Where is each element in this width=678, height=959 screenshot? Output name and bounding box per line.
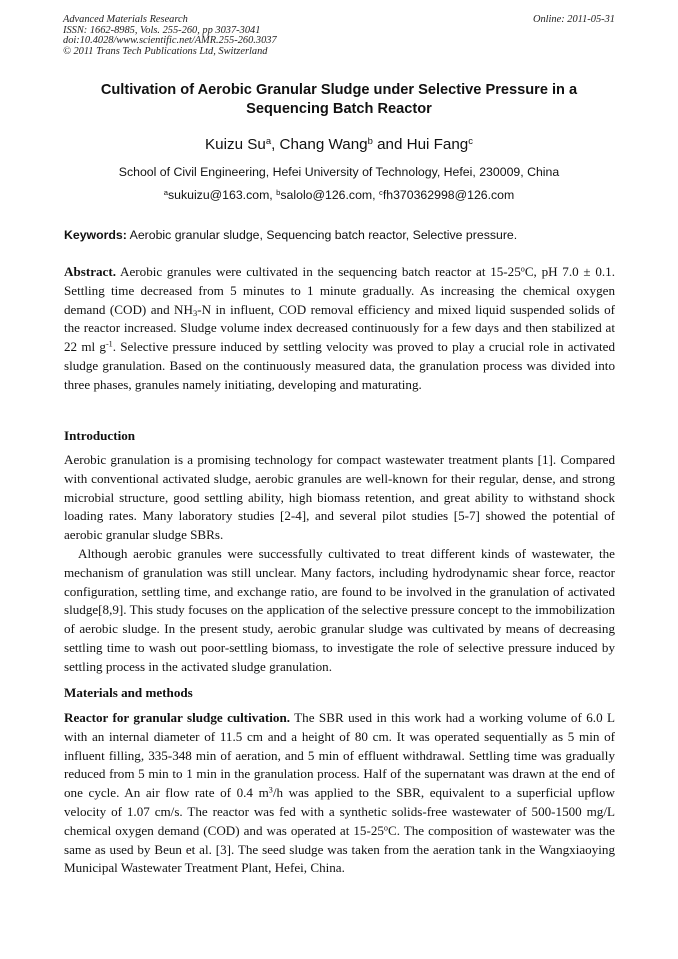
- journal-doi: doi:10.4028/www.scientific.net/AMR.255-260.3037: [63, 35, 277, 47]
- methods-text: The SBR used in this work had a working volume of 6.0 L with an internal diameter of 11.5 cm and a height of 80 cm. It was operated sequentially as 5 min of influent filling, 335-348 min of aeration, and 5 min of effluent withdrawal. Settling time was gradually reduced from 5 min to 1 min in the granulation process. Half of the supernatant was drawn at the end of one cycle. An air flow rate of 0.4 m: [64, 710, 616, 801]
- paragraph: Although aerobic granules were successfully cultivated to treat different kinds of wastewater, the mechanism of granulation was still unclear. Many factors, including hydrodynamic shear force, reactor configuration, settling time, and exchange ratio, are found to be involved in the granulation of activated sludge[8,9]. This study focuses on the application of the selective pressure concept to the immobilization of aerobic sludge. In the present study, aerobic granular sludge was cultivated by means of decreasing settling time to wash out poor-settling biomass, to investigate the role of selective pressure induced by settling process in the activated sludge granulation.: [64, 545, 615, 674]
- methods-text: /h was applied to the SBR, equivalent to a superficial upflow velocity of 1.07 cm/s. The reactor was fed with a synthetic solids-free wastewater of 500-1500 mg/L chemical oxygen demand (COD) and was operated at 15-25: [64, 785, 615, 838]
- abstract-text: . Selective pressure induced by settling velocity was proved to play a crucial role in activated sludge granulation. Based on the continuously measured data, the granulation process was divided into three phases, granules namely initiating, developing and maturating.: [64, 339, 615, 392]
- author-mark: b: [367, 134, 373, 146]
- introduction-body: [64, 451, 615, 677]
- subscript: 3: [192, 307, 198, 318]
- author-list: [60, 136, 618, 154]
- email-mark: b: [276, 187, 281, 197]
- journal-header: [63, 15, 615, 57]
- author-mark: a: [265, 134, 272, 146]
- affiliation: School of Civil Engineering, Hefei University of Technology, Hefei, 230009, China: [118, 165, 560, 179]
- abstract: [64, 263, 615, 395]
- abstract-label: Abstract.: [64, 264, 116, 279]
- superscript: o: [383, 823, 388, 833]
- author-separator: ,: [271, 136, 280, 153]
- methods-body: [64, 709, 615, 878]
- keywords-label: Keywords:: [64, 228, 127, 242]
- email-text: salolo@126.com,: [280, 188, 379, 202]
- journal-copyright: © 2011 Trans Tech Publications Ltd, Switzerland: [63, 45, 268, 57]
- email-mark: a: [163, 187, 168, 197]
- section-heading-methods: Materials and methods: [64, 685, 193, 700]
- keywords-text: Aerobic granular sludge, Sequencing batch reactor, Selective pressure.: [126, 228, 518, 242]
- superscript: -1: [105, 339, 113, 349]
- author-mark: c: [468, 134, 473, 146]
- journal-name: Advanced Materials Research: [63, 14, 188, 25]
- paragraph: Aerobic granulation is a promising technology for compact wastewater treatment plants [1]. Compared with conventional activated sludge, aerobic granules are well-known for their regular, dense, and strong microbial structure, good settling ability, high biomass retention, and great ability to withstand shock loading rates. Many laboratory studies [2-4], and several pilot studies [5-7] showed the potential of aerobic granular sludge SBRs.: [64, 452, 615, 543]
- subsection-label: Reactor for granular sludge cultivation.: [64, 710, 291, 725]
- journal-issn: ISSN: 1662-8985, Vols. 255-260, pp 3037-3041: [63, 24, 261, 36]
- abstract-text: Aerobic granules were cultivated in the sequencing batch reactor at 15-25: [116, 264, 521, 279]
- abstract-text: -N in influent, COD removal efficiency and mixed liquid suspended solids of the reactor increased. Sludge volume index decreased continuously for a few days and then stabilized at 22 ml g: [64, 301, 616, 355]
- methods-text: C. The composition of wastewater was the same as used by Beun et al. [3]. The seed sludge was taken from the aeration tank in the Wangxiaoying Municipal Wastewater Treatment Plant, Hefei, China.: [64, 822, 615, 876]
- author-separator: and: [372, 136, 407, 153]
- superscript: 3: [268, 785, 273, 795]
- online-date: Online: 2011-05-31: [532, 14, 615, 25]
- paper-title: Cultivation of Aerobic Granular Sludge under Selective Pressure in a Sequencing Batch Reactor: [100, 82, 578, 117]
- keywords: [64, 227, 616, 243]
- abstract-text: C, pH 7.0 ± 0.1. Settling time decreased from 5 minutes to 1 minute gradually. As increasing the chemical oxygen demand (COD) and NH: [64, 264, 615, 317]
- author-name: Hui Fang: [406, 136, 469, 153]
- author-name: Chang Wang: [279, 136, 368, 153]
- email-text: sukuizu@163.com,: [167, 188, 277, 202]
- section-heading-introduction: Introduction: [64, 428, 136, 443]
- email-mark: c: [379, 187, 383, 197]
- author-emails: [60, 187, 618, 203]
- author-name: Kuizu Su: [205, 136, 266, 153]
- superscript: o: [520, 264, 525, 274]
- email-text: fh370362998@126.com: [382, 188, 515, 202]
